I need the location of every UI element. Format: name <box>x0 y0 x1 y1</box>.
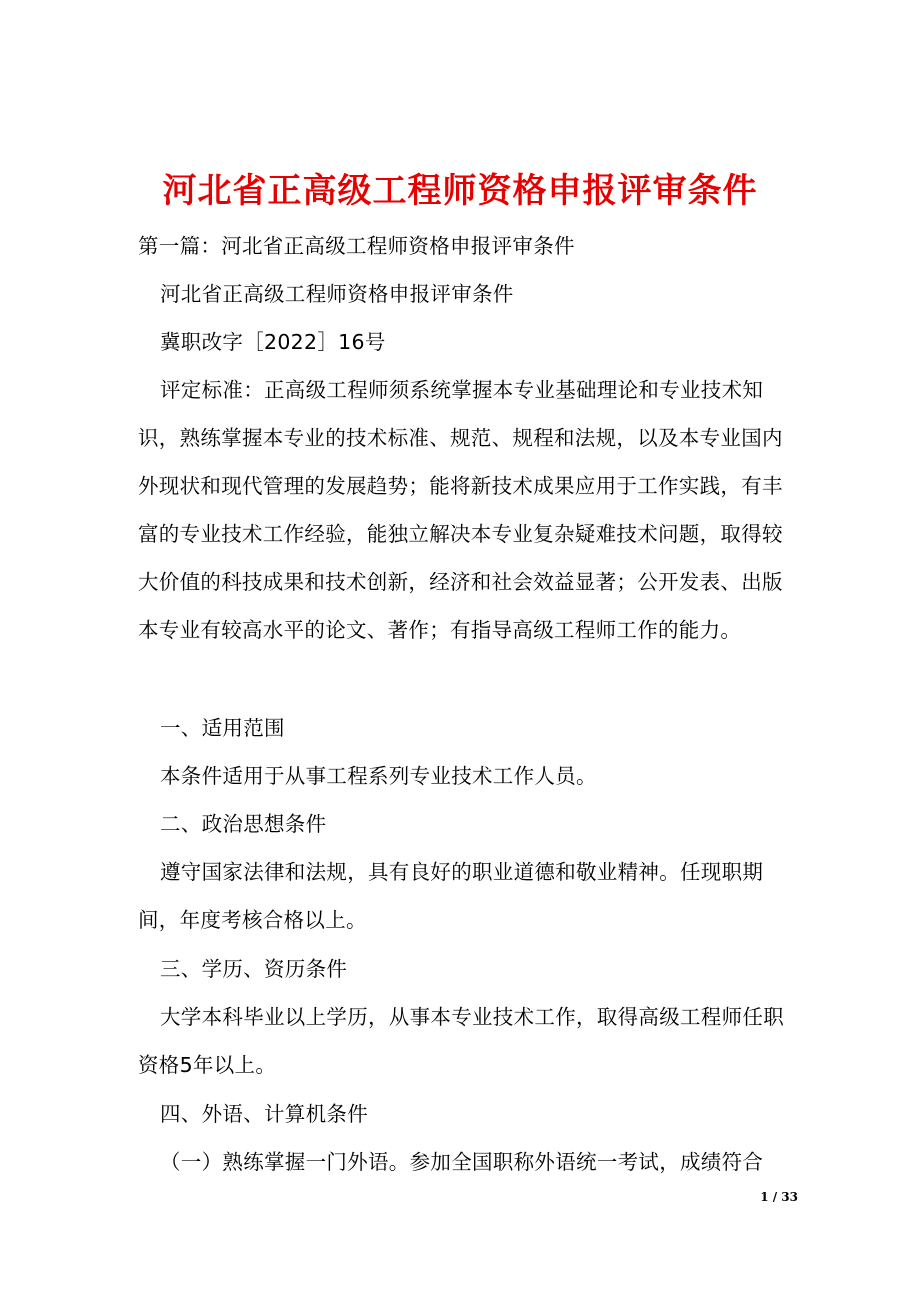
paragraph-part-heading: 第一篇：河北省正高级工程师资格申报评审条件 <box>138 234 575 258</box>
paragraph-political: 遵守国家法律和法规，具有良好的职业道德和敬业精神。任现职期间，年度考核合格以上。 <box>138 860 764 932</box>
paragraph-language-1: （一）熟练掌握一门外语。参加全国职称外语统一考试，成绩符合 <box>160 1150 764 1174</box>
section-heading-language: 四、外语、计算机条件 <box>160 1102 368 1126</box>
section-heading-political: 二、政治思想条件 <box>160 812 327 836</box>
section-heading-education: 三、学历、资历条件 <box>160 957 348 981</box>
document-title: 河北省正高级工程师资格申报评审条件 <box>162 170 758 211</box>
paragraph-subtitle: 河北省正高级工程师资格申报评审条件 <box>160 282 514 306</box>
paragraph-doc-number: 冀职改字［2022］16号 <box>160 330 386 354</box>
section-heading-scope: 一、适用范围 <box>160 716 285 740</box>
paragraph-evaluation-standard: 评定标准：正高级工程师须系统掌握本专业基础理论和专业技术知识，熟练掌握本专业的技术标准、规范、规程和法规，以及本专业国内外现状和现代管理的发展趋势；能将新技术成果应用于工作实践，有丰富的专业技术工作经验，能独立解决本专业复杂疑难技术问题，取得较大价值的科技成果和技术创新，经济和社会效益显著；公开发表、出版本专业有较高水平的论文、著作；有指导高级工程师工作的能力。 <box>138 378 783 642</box>
paragraph-education: 大学本科毕业以上学历，从事本专业技术工作，取得高级工程师任职资格5年以上。 <box>138 1005 784 1077</box>
page-number: 1 / 33 <box>760 1190 798 1204</box>
paragraph-scope: 本条件适用于从事工程系列专业技术工作人员。 <box>160 764 597 788</box>
